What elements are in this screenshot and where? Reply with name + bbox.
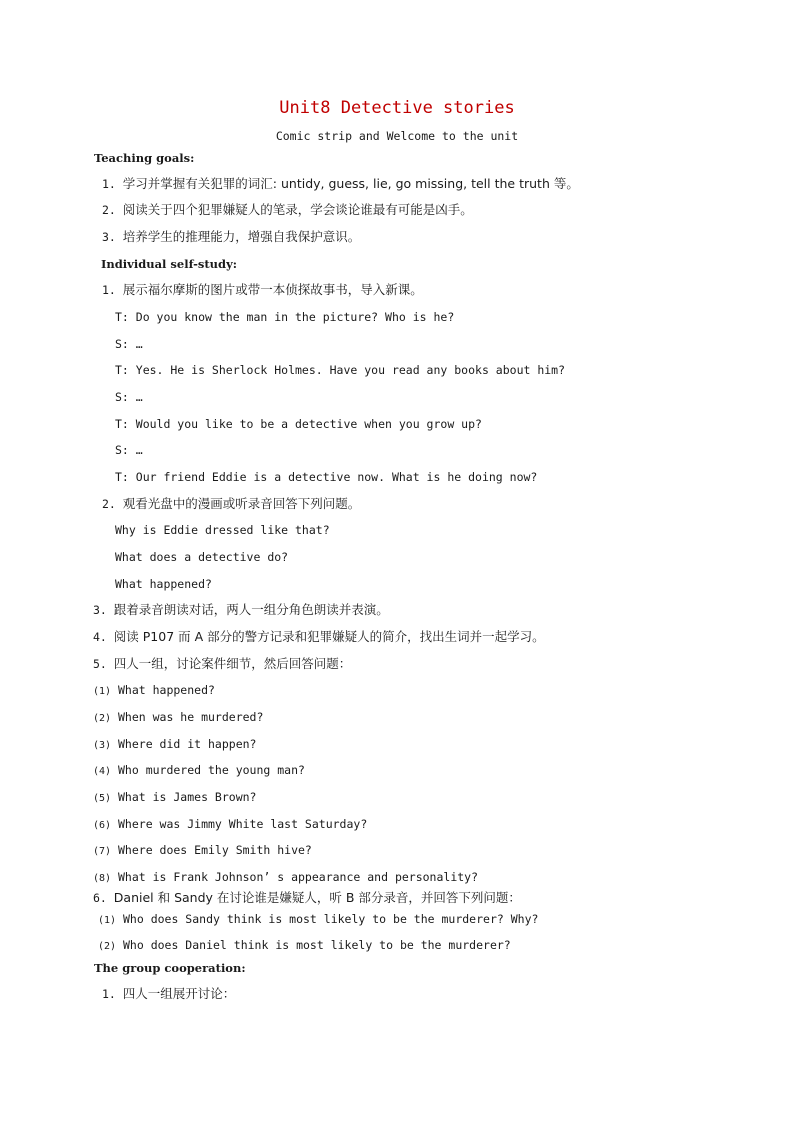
item-text: 展示福尔摩斯的图片或带一本侦探故事书，导入新课。 [122,282,423,297]
question-5-4 [93,763,305,779]
question-text: What happened? [118,683,215,697]
item-text: 观看光盘中的漫画或听录音回答下列问题。 [122,496,361,511]
item-number: 3. [93,603,107,617]
dialogue-line: S: … [115,443,143,457]
question-text: What is James Brown? [118,790,257,804]
dialogue-line: S: … [115,337,143,351]
goal-text: 学习并掌握有关犯罪的词汇: untidy, guess, lie, go missing, tell the truth 等。 [122,176,579,191]
question-number: (1) [98,915,117,926]
question-text: Where was Jimmy White last Saturday? [118,817,368,831]
goal-text: 培养学生的推理能力，增强自我保护意识。 [122,229,361,244]
question-5-2 [93,710,263,726]
question-number: (2) [98,941,117,952]
item-text: 四人一组，讨论案件细节，然后回答问题： [113,656,352,671]
self-study-item-2 [102,497,360,511]
dialogue-line: T: Would you like to be a detective when you grow up? [115,417,482,431]
teaching-goals-heading: Teaching goals: [94,151,195,165]
goal-item-3 [102,230,360,244]
dialogue-line: T: Yes. He is Sherlock Holmes. Have you read any books about him? [115,363,566,377]
question-number: (5) [93,793,112,804]
question-line: What happened? [115,577,212,591]
item-number: 4. [93,630,107,644]
goal-number: 3. [102,230,116,244]
question-text: When was he murdered? [118,710,264,724]
dialogue-line: T: Our friend Eddie is a detective now. What is he doing now? [115,470,538,484]
item-text: 阅读 P107 而 A 部分的警方记录和犯罪嫌疑人的简介，找出生词并一起学习。 [113,629,545,644]
item-number: 2. [102,497,116,511]
question-5-7 [93,843,312,859]
question-number: (7) [93,846,112,857]
item-number: 6. [93,891,107,905]
question-number: (2) [93,713,112,724]
question-line: Why is Eddie dressed like that? [115,523,330,537]
question-5-6 [93,817,367,833]
goal-number: 2. [102,203,116,217]
goal-number: 1. [102,177,116,191]
question-text: What is Frank Johnson’ s appearance and personality? [118,870,479,884]
question-line: What does a detective do? [115,550,289,564]
question-6-2 [98,938,511,954]
item-text: 四人一组展开讨论： [122,986,236,1001]
group-cooperation-heading: The group cooperation: [94,961,246,975]
question-text: Where did it happen? [118,737,257,751]
goal-item-2 [102,203,473,217]
self-study-heading: Individual self-study: [101,257,238,271]
dialogue-line: T: Do you know the man in the picture? Who is he? [115,310,455,324]
dialogue-line: S: … [115,390,143,404]
goal-item-1 [102,177,579,191]
question-number: (8) [93,873,112,884]
question-text: Who does Sandy think is most likely to be the murderer? Why? [123,912,539,926]
question-5-1 [93,683,215,699]
item-number: 5. [93,657,107,671]
group-item-1 [102,987,235,1001]
item-number: 1. [102,283,116,297]
self-study-item-6 [93,891,521,905]
question-5-3 [93,737,256,753]
goal-text: 阅读关于四个犯罪嫌疑人的笔录，学会谈论谁最有可能是凶手。 [122,202,473,217]
question-6-1 [98,912,538,928]
self-study-item-4 [93,630,545,644]
self-study-item-3 [93,603,389,617]
question-text: Who does Daniel think is most likely to be the murderer? [123,938,511,952]
question-number: (6) [93,820,112,831]
question-5-5 [93,790,256,806]
item-text: 跟着录音朗读对话，两人一组分角色朗读并表演。 [113,602,389,617]
question-text: Who murdered the young man? [118,763,305,777]
page-title: Unit8 Detective stories [279,98,515,118]
self-study-item-1 [102,283,423,297]
question-number: (1) [93,686,112,697]
page-subtitle: Comic strip and Welcome to the unit [275,129,519,143]
question-number: (4) [93,766,112,777]
self-study-item-5 [93,657,351,671]
question-5-8 [93,870,478,886]
question-text: Where does Emily Smith hive? [118,843,312,857]
question-number: (3) [93,740,112,751]
item-number: 1. [102,987,116,1001]
item-text: Daniel 和 Sandy 在讨论谁是嫌疑人，听 B 部分录音，并回答下列问题： [113,890,521,905]
